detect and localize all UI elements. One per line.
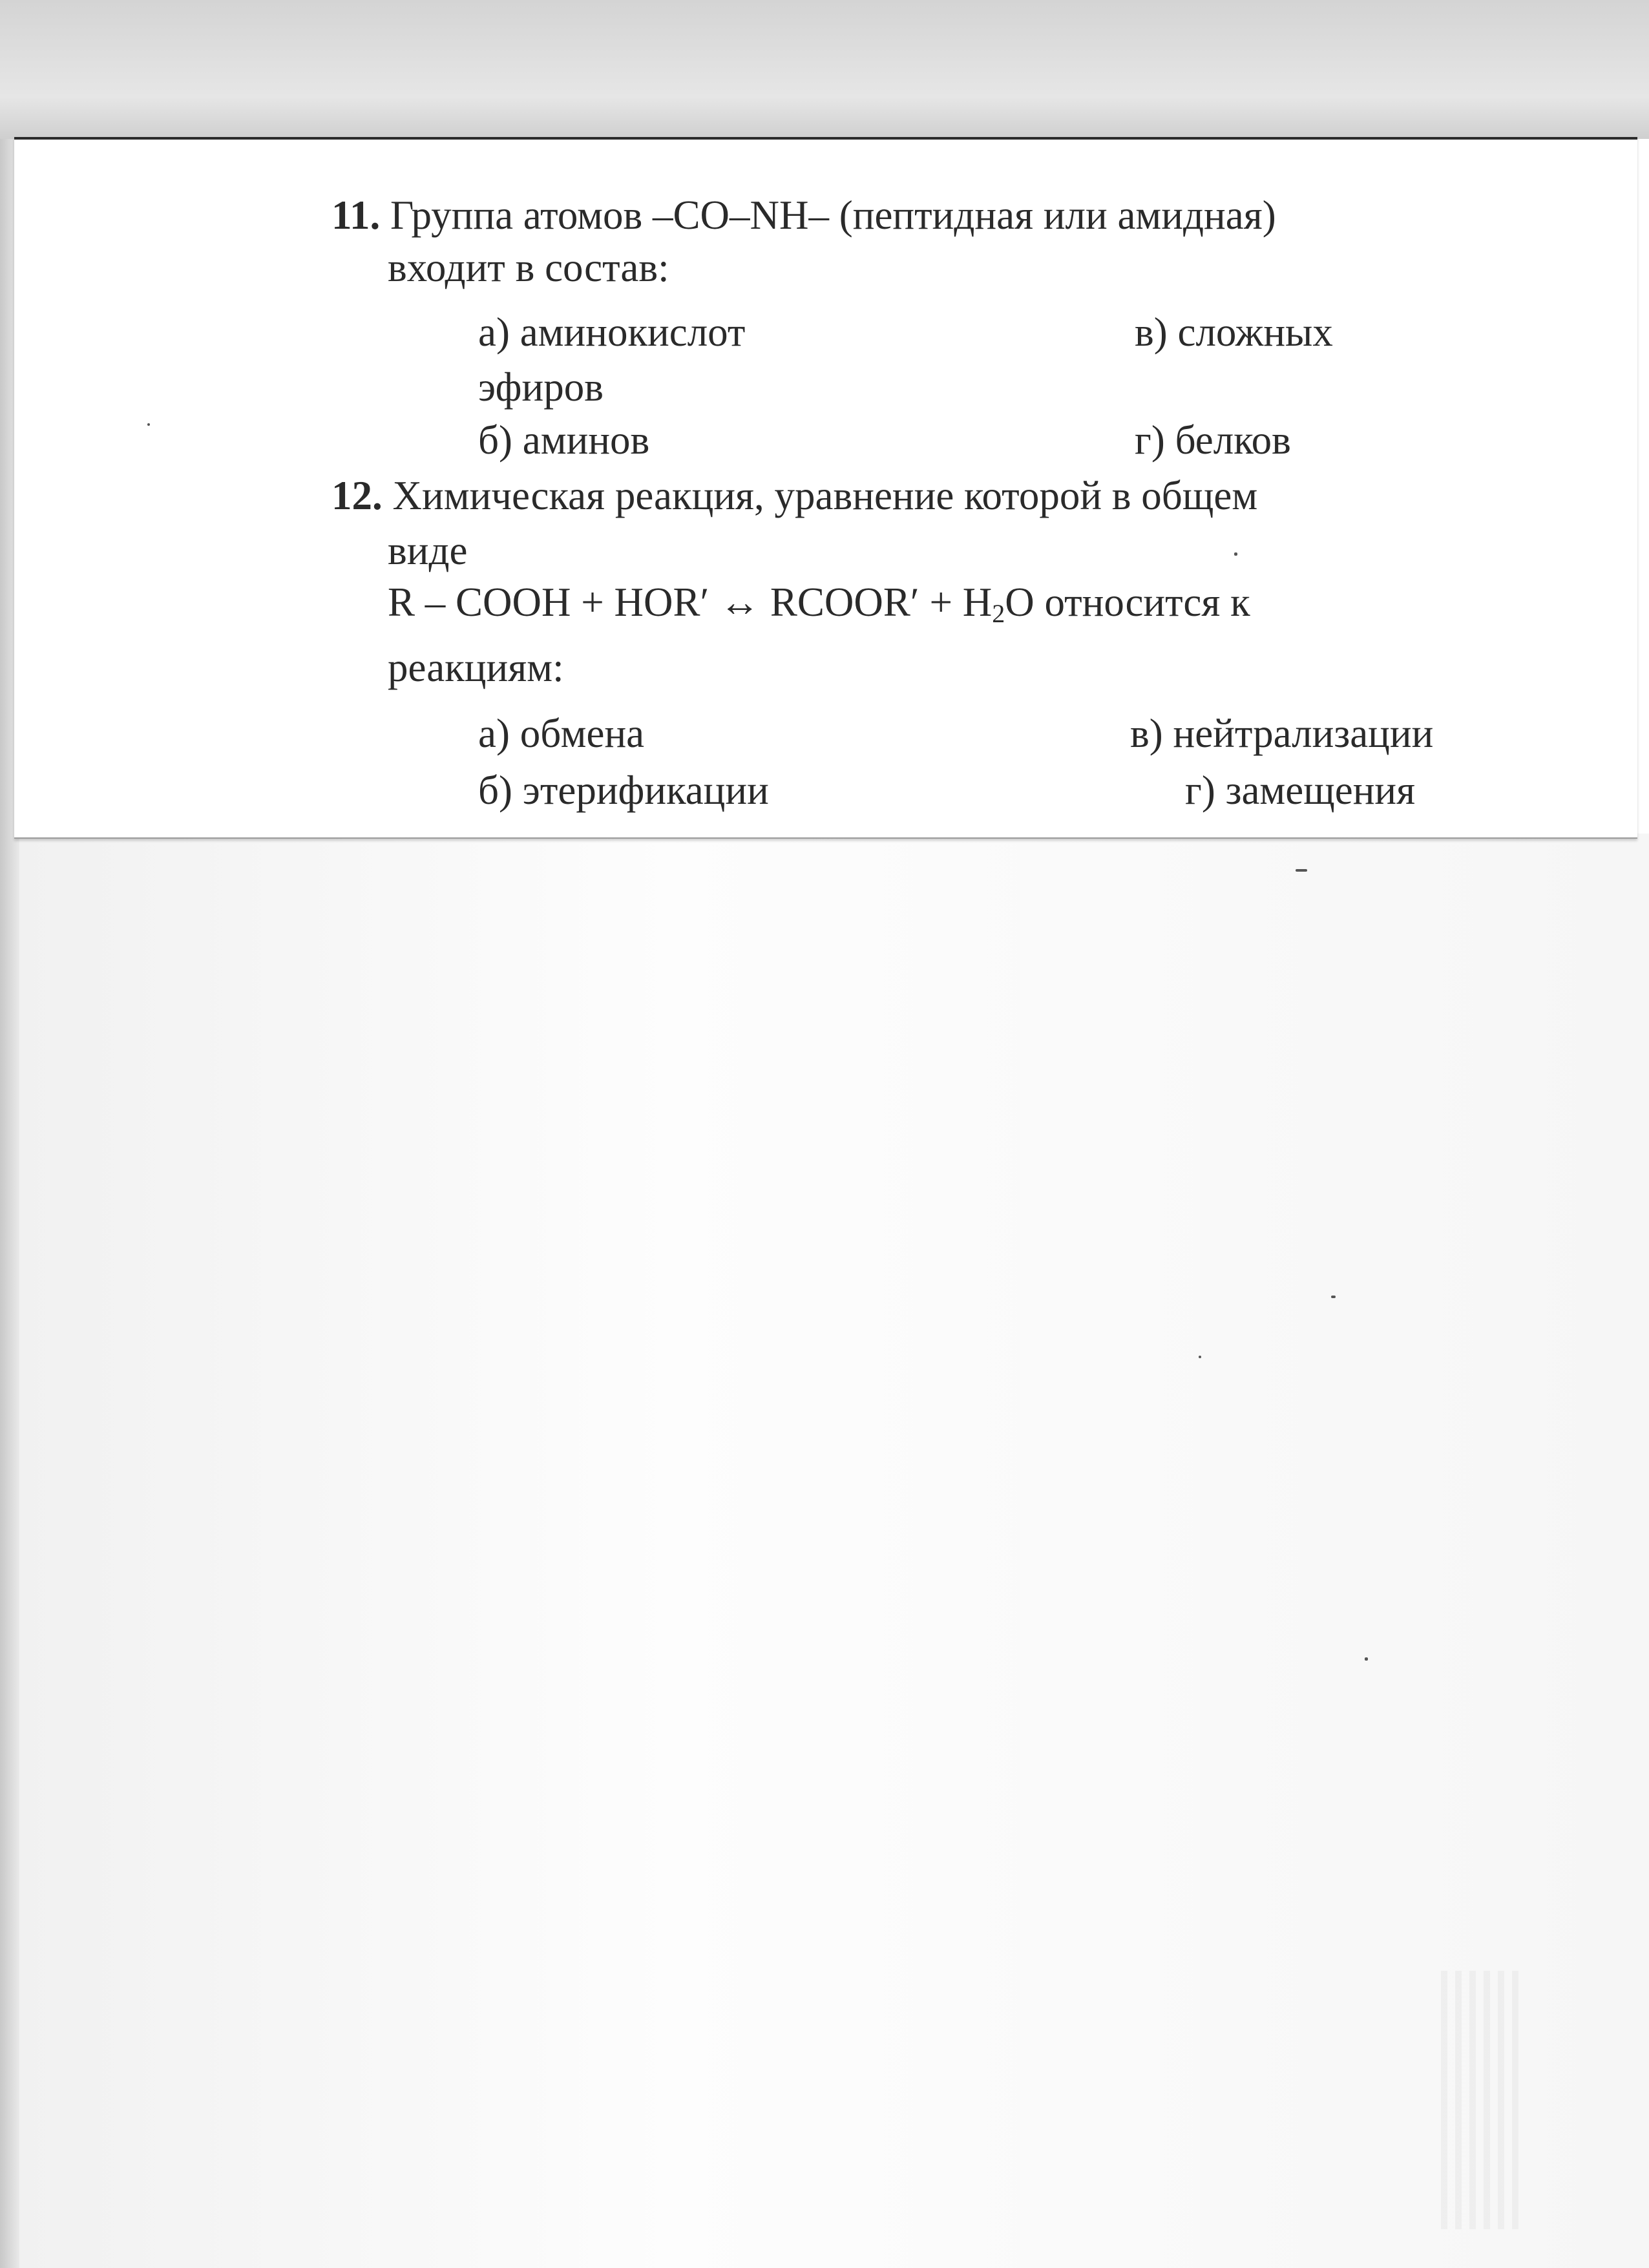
- scan-speck: [1365, 1657, 1368, 1661]
- question-11-option-a: а) аминокислот: [478, 310, 746, 355]
- question-11-number: 11.: [331, 193, 381, 238]
- reaction-equation: [388, 580, 1250, 628]
- question-11-option-v: в) сложных: [1135, 310, 1333, 355]
- question-12-number: 12.: [331, 473, 383, 518]
- question-12-option-a: а) обмена: [478, 711, 645, 756]
- underlying-sheet: [19, 834, 1649, 2268]
- scanner-backdrop-top: [0, 0, 1649, 139]
- scan-speck: [1199, 1356, 1201, 1358]
- question-12-text: Химическая реакция, уравнение которой в общем: [382, 473, 1258, 518]
- question-11-option-g: г) белков: [1135, 417, 1291, 463]
- question-11-text: Группа атомов –CO–NH– (пептидная или амидная): [380, 193, 1276, 238]
- scan-speck: [147, 423, 150, 426]
- scan-speck: [1331, 1296, 1336, 1298]
- bleed-through-text: [1441, 1971, 1518, 2229]
- scan-speck: [1234, 552, 1237, 556]
- question-12-option-b: б) этерификации: [478, 768, 769, 813]
- equation-part-2: O относится к: [1005, 580, 1250, 625]
- equation-subscript: 2: [992, 599, 1005, 628]
- question-11-option-v-continued: эфиров: [478, 364, 604, 410]
- question-11-line2: входит в состав:: [388, 245, 669, 290]
- question-slip: [14, 137, 1637, 839]
- question-11-option-b: б) аминов: [478, 417, 650, 463]
- question-11-line1: [331, 195, 1276, 236]
- equation-part-1: R – COOH + HOR′ ↔ RCOOR′ + H: [388, 580, 993, 625]
- question-12-line2: виде: [388, 528, 468, 573]
- question-12-option-g: г) замещения: [1185, 768, 1416, 813]
- question-12-option-v: в) нейтрализации: [1130, 711, 1434, 756]
- question-12-line3: реакциям:: [388, 645, 564, 690]
- question-12-line1: [331, 473, 1258, 518]
- scan-speck: [1296, 869, 1307, 872]
